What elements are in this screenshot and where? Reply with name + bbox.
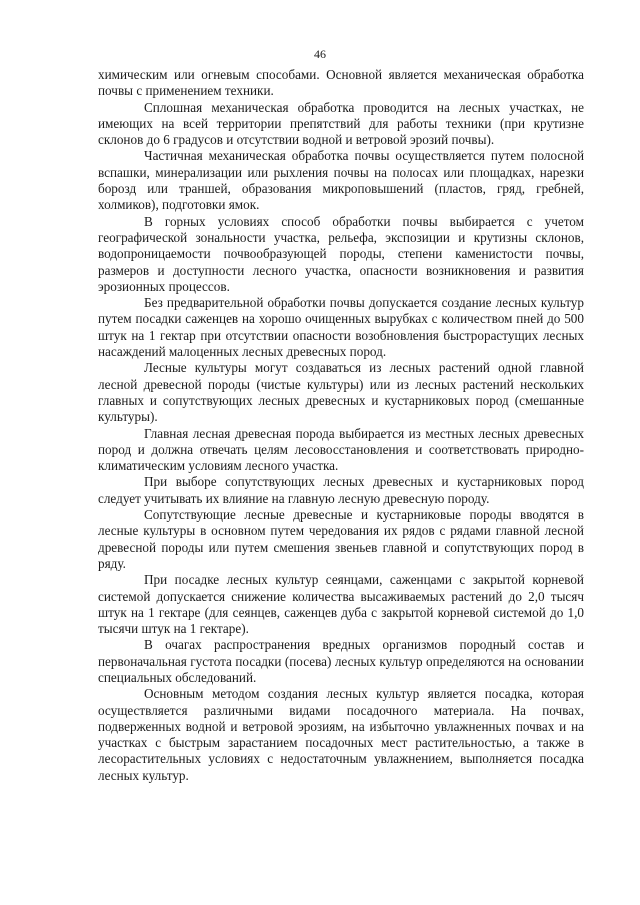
- paragraph: При выборе сопутствующих лесных древесных и кустарниковых пород следует учитывать их влияние на главную лесную древесную породу.: [98, 474, 584, 506]
- paragraph: Сплошная механическая обработка проводится на лесных участках, не имеющих на всей территории препятствий для работы техники (при крутизне склонов до 6 градусов и отсутствии водной и ветровой эрозий почвы).: [98, 99, 584, 148]
- paragraph: В горных условиях способ обработки почвы выбирается с учетом географической зональности участка, рельефа, экспозиции и крутизны склонов, водопроницаемости почвообразующей породы, степени каменистости почвы, размеров и доступности лесного участка, опасности возникновения и развития эрозионных процессов.: [98, 213, 584, 294]
- page-number: 46: [314, 47, 326, 61]
- paragraph: Без предварительной обработки почвы допускается создание лесных культур путем посадки саженцев на хорошо очищенных вырубках с количеством пней до 500 штук на 1 гектар при отсутствии опасности возобновления быстрорастущих лесных насаждений малоценных лесных древесных пород.: [98, 295, 584, 360]
- paragraph: Основным методом создания лесных культур является посадка, которая осуществляется различными видами посадочного материала. На почвах, подверженных водной и ветровой эрозиям, на избыточно увлажненных почвах и на участках с быстрым зарастанием посадочных мест растительностью, а также в лесорастительных условиях с недостаточным увлажнением, выполняется посадка лесных культур.: [98, 686, 584, 783]
- paragraph: При посадке лесных культур сеянцами, саженцами с закрытой корневой системой допускается снижение количества высаживаемых растений до 2,0 тысяч штук на 1 гектаре (для сеянцев, саженцев дуба с закрытой корневой системой до 1,0 тысячи штук на 1 гектаре).: [98, 572, 584, 637]
- paragraph: Сопутствующие лесные древесные и кустарниковые породы вводятся в лесные культуры в основном путем чередования их рядов с рядами главной лесной древесной породы или путем смешения звеньев главной и сопутствующих пород в ряду.: [98, 507, 584, 571]
- body-text: [98, 67, 584, 784]
- paragraph: Главная лесная древесная порода выбирается из местных лесных древесных пород и должна отвечать целям лесовосстановления и соответствовать природно-климатическим условиям лесного участка.: [98, 425, 584, 474]
- paragraph: Лесные культуры могут создаваться из лесных растений одной главной лесной древесной породы (чистые культуры) или из лесных растений нескольких главных и сопутствующих лесных древесных и кустарниковых пород (смешанные культуры).: [98, 360, 584, 425]
- paragraph: химическим или огневым способами. Основной является механическая обработка почвы с применением техники.: [98, 67, 584, 99]
- paragraph: Частичная механическая обработка почвы осуществляется путем полосной вспашки, минерализации или рыхления почвы на полосах или площадках, нарезки борозд или траншей, образования микроповышений (пластов, гряд, гребней, холмиков), подготовки ямок.: [98, 148, 584, 213]
- paragraph: В очагах распространения вредных организмов породный состав и первоначальная густота посадки (посева) лесных культур определяются на основании специальных обследований.: [98, 637, 584, 685]
